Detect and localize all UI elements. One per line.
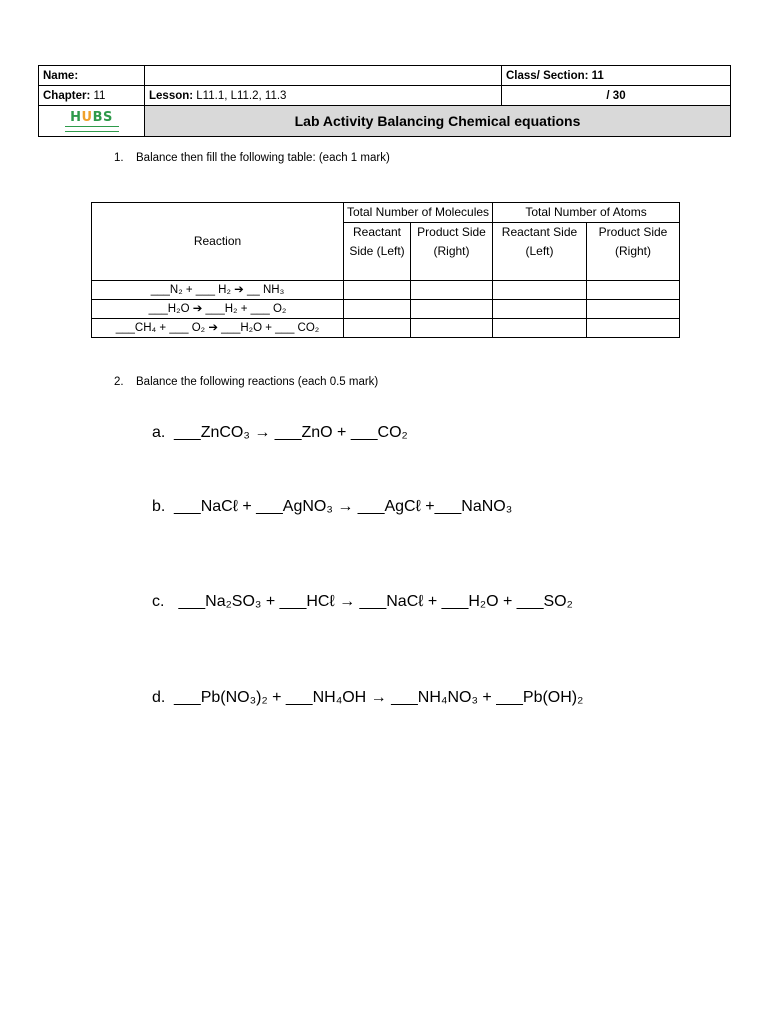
atoms-column-header: Total Number of Atoms <box>493 203 680 223</box>
atoms-reactant-header: Reactant Side (Left) <box>493 223 587 281</box>
question-2-text: Balance the following reactions (each 0.5 mark) <box>136 376 379 388</box>
answer-cell[interactable] <box>493 319 587 338</box>
equation-text: ___ZnCO₃ → ___ZnO + ___CO₂ <box>174 424 408 441</box>
reaction-table <box>91 202 680 338</box>
header-row-name <box>39 66 731 86</box>
answer-cell[interactable] <box>587 300 680 319</box>
name-label: Name: <box>39 66 145 86</box>
question-2 <box>114 376 378 388</box>
reaction-equation: ___N₂ + ___ H₂ ➔ __ NH₃ <box>92 281 344 300</box>
question-1 <box>114 152 390 164</box>
table-row <box>92 319 680 338</box>
logo-cell <box>39 106 145 137</box>
question-1-number: 1. <box>114 152 124 164</box>
name-field[interactable] <box>145 66 502 86</box>
molecules-reactant-header: Reactant Side (Left) <box>344 223 411 281</box>
equation-b <box>152 498 512 516</box>
answer-cell[interactable] <box>344 300 411 319</box>
school-logo <box>43 108 140 134</box>
equation-text: ___NaCℓ + ___AgNO₃ → ___AgCℓ +___NaNO₃ <box>174 498 513 515</box>
reaction-column-header: Reaction <box>92 203 344 281</box>
lesson-cell <box>145 86 502 106</box>
atoms-product-header: Product Side (Right) <box>587 223 680 281</box>
molecules-column-header: Total Number of Molecules <box>344 203 493 223</box>
molecules-product-header: Product Side (Right) <box>411 223 493 281</box>
reaction-equation: ___CH₄ + ___ O₂ ➔ ___H₂O + ___ CO₂ <box>92 319 344 338</box>
answer-cell[interactable] <box>344 281 411 300</box>
total-marks: / 30 <box>502 86 731 106</box>
answer-cell[interactable] <box>587 281 680 300</box>
header-row-chapter <box>39 86 731 106</box>
equation-a <box>152 424 408 442</box>
equation-c <box>152 593 573 611</box>
school-logo-mark: HUBS <box>70 109 113 125</box>
school-logo-tagline <box>65 126 119 132</box>
answer-cell[interactable] <box>411 281 493 300</box>
equation-letter: d. <box>152 689 166 706</box>
question-1-text: Balance then fill the following table: (each 1 mark) <box>136 152 390 164</box>
question-2-number: 2. <box>114 376 124 388</box>
reaction-equation: ___H₂O ➔ ___H₂ + ___ O₂ <box>92 300 344 319</box>
header-row-title <box>39 106 731 137</box>
equation-text: ___Pb(NO₃)₂ + ___NH₄OH → ___NH₄NO₃ + ___Pb(OH)₂ <box>174 689 584 706</box>
reaction-table-header-row-1 <box>92 203 680 223</box>
page-title: Lab Activity Balancing Chemical equations <box>145 106 731 137</box>
chapter-value: 11 <box>90 89 106 102</box>
equation-d <box>152 689 583 707</box>
chapter-cell <box>39 86 145 106</box>
answer-cell[interactable] <box>411 319 493 338</box>
equation-letter: b. <box>152 498 166 515</box>
answer-cell[interactable] <box>344 319 411 338</box>
equation-letter: c. <box>152 593 165 610</box>
lesson-label: Lesson: <box>149 89 194 102</box>
answer-cell[interactable] <box>587 319 680 338</box>
table-row <box>92 300 680 319</box>
answer-cell[interactable] <box>493 281 587 300</box>
class-section-label: Class/ Section: 11 <box>502 66 731 86</box>
answer-cell[interactable] <box>411 300 493 319</box>
chapter-label: Chapter: <box>43 89 91 102</box>
table-row <box>92 281 680 300</box>
lesson-value: L11.1, L11.2, 11.3 <box>193 89 287 102</box>
equation-text: ___Na₂SO₃ + ___HCℓ → ___NaCℓ + ___H₂O + ___SO₂ <box>174 593 573 610</box>
answer-cell[interactable] <box>493 300 587 319</box>
worksheet-header <box>38 65 731 137</box>
equation-letter: a. <box>152 424 166 441</box>
